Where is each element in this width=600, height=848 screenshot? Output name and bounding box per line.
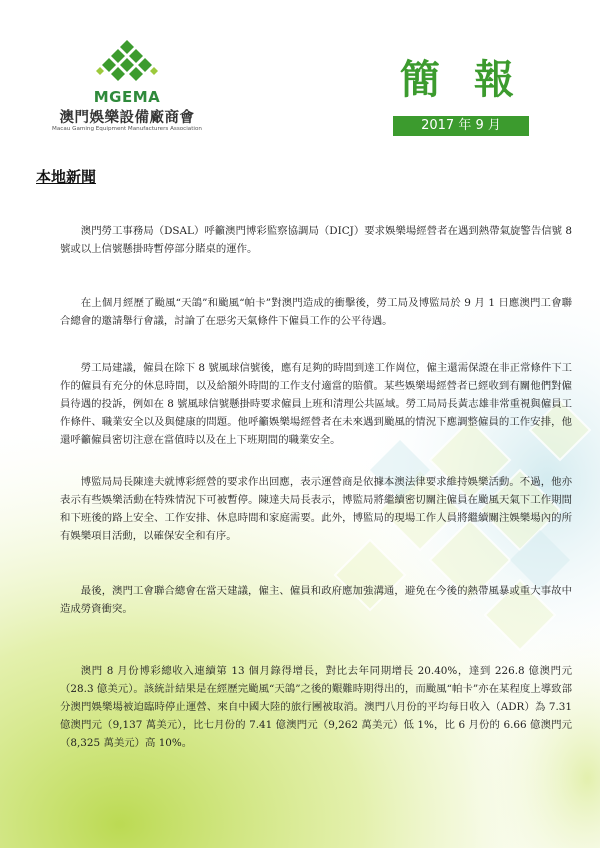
- page-header: [0, 0, 600, 150]
- logo-english-name: Macau Gaming Equipment Manufacturers Association: [52, 126, 202, 132]
- paragraph-2: 在上個月經歷了颱風“天鴿”和颱風“帕卡”對澳門造成的衝擊後，勞工局及博監局於 9 月 1 日應澳門工會聯合總會的邀請舉行會議，討論了在惡劣天氣條件下僱員工作的公平待遇。: [60, 297, 572, 327]
- association-logo: [52, 40, 202, 140]
- logo-acronym: MGEMA: [93, 88, 161, 106]
- section-heading: 本地新聞: [36, 168, 97, 186]
- paragraph-5: 最後，澳門工會聯合總會在當天建議，僱主、僱員和政府應加強溝通，避免在今後的熱帶風暴或重大事故中造成勞資衝突。: [60, 585, 572, 615]
- paragraph-1: 澳門勞工事務局（DSAL）呼籲澳門博彩監察協調局（DICJ）要求娛樂場經營者在遇到熱帶氣旋警告信號 8 號或以上信號懸掛時暫停部分賭桌的運作。: [60, 225, 572, 255]
- paragraph-6: 澳門 8 月份博彩總收入連續第 13 個月錄得增長，對比去年同期增長 20.40%，達到 226.8 億澳門元（28.3 億美元）。該統計結果是在經歷完颱風“天鴿”之後的艱難時期得出的，而颱風“帕卡”亦在某程度上導致部分澳門娛樂場被迫臨時停止運營、來自中國大陸的旅行團被取消。澳門八月份的平均每日收入（ADR）為 7.31 億澳門元（9,137 萬美元），比七月份的 7.41 億澳門元（9,262 萬美元）低 1%，比 6 月份的 6.66 億澳門元（8,325 萬美元）高 10%。: [60, 665, 572, 749]
- issue-date: 2017 年 9 月: [393, 116, 529, 136]
- paragraph-3: 勞工局建議，僱員在除下 8 號風球信號後，應有足夠的時間到達工作崗位，僱主還需保證在非正常條件下工作的僱員有充分的休息時間，以及給額外時間的工作支付適當的賠償。某些娛樂場經營者已經收到有關他們對僱員待遇的投訴，例如在 8 號風球信號懸掛時要求僱員上班和清理公共區域。勞工局局長黃志雄非常重視與僱員工作條件、職業安全以及與健康的問題。他呼籲娛樂場經營者在未來遇到颱風的情況下應調整僱員的工作安排，他還呼籲僱員密切注意在當值時以及在上下班期間的職業安全。: [60, 362, 572, 446]
- paragraph-4: 博監局局長陳達夫就博彩經營的要求作出回應，表示運營商是依據本澳法律要求維持娛樂活動。不過，他亦表示有些娛樂活動在特殊情況下可被暫停。陳達夫局長表示，博監局將繼續密切關注僱員在颱風天氣下工作期間和下班後的路上安全、工作安排、休息時間和家庭需要。此外，博監局的現場工作人員將繼續關注娛樂場內的所有娛樂項目活動，以確保安全和有序。: [60, 476, 572, 542]
- logo-chinese-name: 澳門娛樂設備廠商會: [59, 110, 195, 126]
- newsletter-title: 簡 報: [400, 57, 524, 103]
- mgema-diamond-logo-icon: [96, 40, 158, 84]
